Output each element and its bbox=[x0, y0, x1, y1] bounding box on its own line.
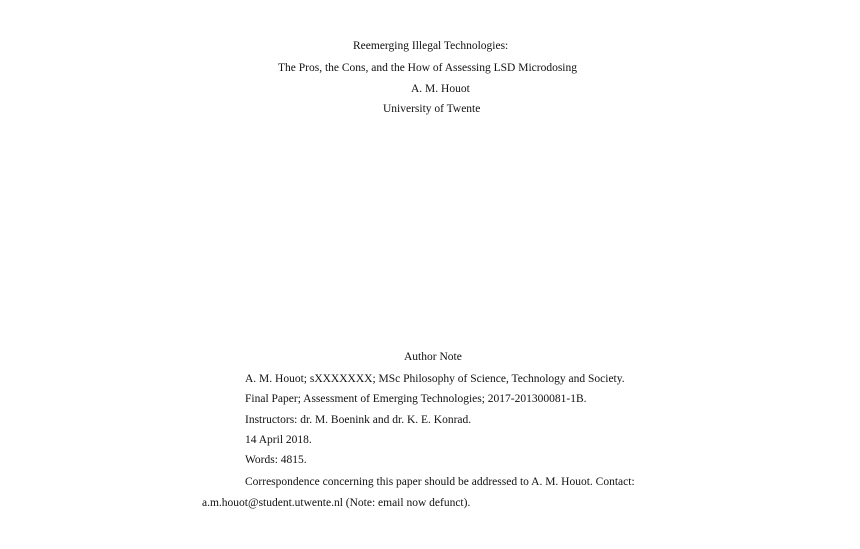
author-note-words-line: Words: 4815. bbox=[245, 454, 307, 466]
paper-title-line-2: The Pros, the Cons, and the How of Assessing LSD Microdosing bbox=[278, 62, 577, 74]
author-note-date-line: 14 April 2018. bbox=[245, 434, 312, 446]
author-note-correspondence-line-2: a.m.houot@student.utwente.nl (Note: email now defunct). bbox=[202, 497, 471, 509]
author-note-student-line: A. M. Houot; sXXXXXXX; MSc Philosophy of Science, Technology and Society. bbox=[245, 373, 625, 385]
author-note-heading: Author Note bbox=[404, 351, 462, 363]
author-note-correspondence-line-1: Correspondence concerning this paper should be addressed to A. M. Houot. Contact: bbox=[245, 476, 635, 488]
paper-title-line-1: Reemerging Illegal Technologies: bbox=[353, 40, 509, 52]
author-note-instructors-line: Instructors: dr. M. Boenink and dr. K. E. Konrad. bbox=[245, 414, 472, 426]
author-note-paper-line: Final Paper; Assessment of Emerging Technologies; 2017-201300081-1B. bbox=[245, 393, 587, 405]
author-name: A. M. Houot bbox=[411, 83, 470, 95]
affiliation: University of Twente bbox=[383, 103, 481, 115]
